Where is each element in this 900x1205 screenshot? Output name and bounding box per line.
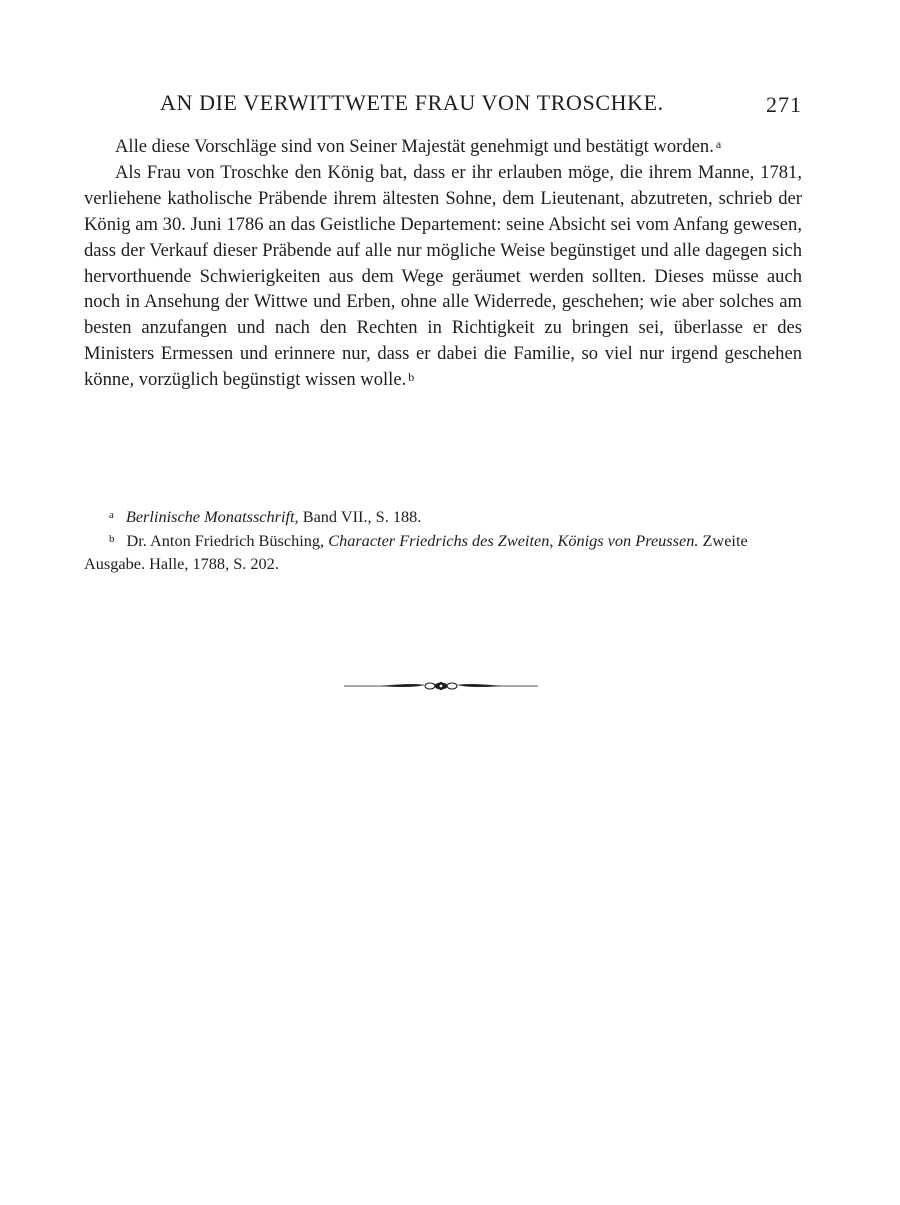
footnote-b-rest: Zweite Ausgabe. Halle, 1788, S. 202. [84, 530, 748, 573]
tailpiece-ornament-icon [342, 676, 540, 696]
footnote-b [84, 529, 802, 576]
footnote-a-rest: Band VII., S. 188. [298, 507, 422, 526]
footnote-a-title: Berlinische Monatsschrift, [125, 507, 299, 526]
running-head [84, 90, 802, 120]
page-number: 271 [766, 92, 802, 117]
running-title: AN DIE VERWITTWETE FRAU VON TROSCHKE. [160, 90, 664, 115]
paragraph-1 [84, 134, 802, 160]
footnote-b-mark: b [109, 532, 115, 545]
paragraph-2 [84, 160, 802, 393]
footnote-a [84, 505, 802, 529]
paragraph-2-text: Als Frau von Troschke den König bat, dass er ihr erlauben möge, die ihrem Manne, 1781, verliehene katholische Präbende ihrem ältesten Sohne, dem Lieutenant, abzutreten, schrieb der König am 30. Juni 1786 an das Geistliche Departement: seine Absicht sei vom Anfang gewesen, dass der Verkauf dieser Präbende auf alle nur mögliche Weise begünstiget und alle dagegen sich hervorthuende Schwierigkeiten aus dem Wege geräumet werden sollten. Dieses müsse auch noch in Ansehung der Wittwe und Erben, ohne alle Widerrede, geschehen; wie aber solches am besten anzufangen und nach den Rechten in Richtigkeit zu bringen sei, überlasse er des Ministers Ermessen und erinnere nur, dass er dabei die Familie, so viel nur irgend geschehen könne, vorzüglich begünstigt wissen wolle. [84, 161, 802, 391]
body-text [84, 134, 802, 393]
footnote-a-mark: a [109, 509, 114, 521]
paragraph-1-text: Alle diese Vorschläge sind von Seiner Majestät genehmigt und bestätigt worden. [115, 136, 714, 157]
footnotes [84, 505, 802, 576]
footnote-b-author: Dr. Anton Friedrich Büsching, [126, 530, 329, 550]
footnote-reference-b: b [408, 370, 415, 385]
footnote-reference-a: a [715, 137, 722, 151]
footnote-b-title: Character Friedrichs des Zweiten, Königs von Preussen. [328, 530, 699, 550]
